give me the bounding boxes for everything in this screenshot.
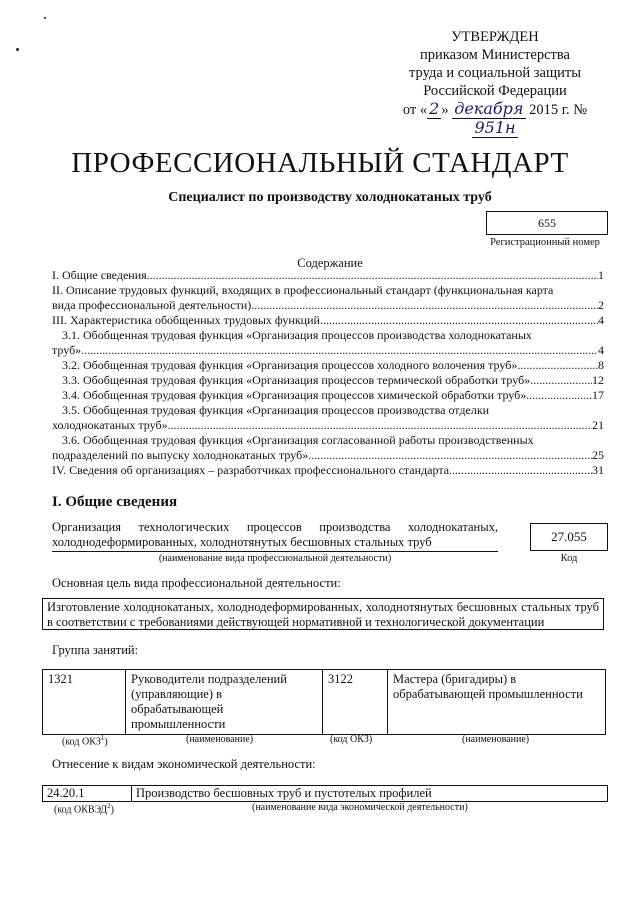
okved-table (42, 785, 608, 802)
okz-name-caption: (наименование) (186, 734, 254, 745)
registration-number-box: 655 (486, 211, 608, 235)
document-title: ПРОФЕССИОНАЛЬНЫЙ СТАНДАРТ (71, 147, 569, 179)
date-mid: » (441, 102, 453, 118)
toc-item-line: 3.6. Обобщенная трудовая функция «Организация согласованной работы производственных (62, 433, 534, 447)
toc-item[interactable]: 3.2. Обобщенная трудовая функция «Организация процессов холодного волочения труб» ..... 8 (52, 358, 604, 373)
scan-speck (44, 17, 46, 19)
goal-label: Основная цель вида профессиональной деятельности: (52, 576, 341, 590)
toc-item[interactable]: I. Общие сведения ..... 1 (52, 268, 604, 283)
handwritten-number: 951н (474, 118, 516, 137)
section-heading: I. Общие сведения (52, 494, 178, 510)
table-row (43, 670, 606, 735)
activity-name: Организация технологических процессов производства холоднокатаных, холоднодеформированных, холоднотянутых бесшовных стальных труб (52, 520, 498, 549)
registration-number-label: Регистрационный номер (490, 237, 600, 248)
activity-name-caption: (наименование вида профессиональной деятельности) (158, 553, 392, 564)
approval-line: УТВЕРЖДЕН (451, 29, 539, 45)
activity-code-caption: Код (560, 553, 578, 564)
occupation-group-label: Группа занятий: (52, 643, 139, 657)
handwritten-month: декабря (454, 99, 524, 118)
okz-code-cell: 3122 (323, 670, 388, 735)
date-year: 2015 г. № (525, 102, 588, 118)
approval-line: приказом Министерства (420, 47, 570, 63)
toc-item[interactable]: III. Характеристика обобщенных трудовых функций ..... 4 (52, 313, 604, 328)
okz-code-caption: (код ОКЗ$^1$) (62, 734, 108, 748)
okz-name-cell: Мастера (бригадиры) в обрабатывающей промышленности (388, 670, 606, 735)
toc-item[interactable]: труб» ..... 4 (52, 343, 604, 358)
table-of-contents (52, 268, 604, 478)
toc-item[interactable]: вида профессиональной деятельности) ..... 2 (52, 298, 604, 313)
toc-item-line: 3.5. Обобщенная трудовая функция «Организация процессов производства отделки (62, 403, 490, 417)
handwritten-day: 2 (429, 99, 440, 118)
okved-code-caption: (код ОКВЭД$^2$) (54, 802, 114, 816)
toc-item[interactable]: IV. Сведения об организациях – разработчиках профессионального стандарта ..... 31 (52, 463, 604, 478)
toc-item[interactable]: подразделений по выпуску холоднокатаных труб» ..... 25 (52, 448, 604, 463)
underline (52, 551, 498, 552)
okved-label: Отнесение к видам экономической деятельности: (52, 757, 316, 771)
okved-name-cell: Производство бесшовных труб и пустотелых профилей (132, 786, 608, 802)
okz-code-cell: 1321 (43, 670, 126, 735)
okz-name-cell: Руководители подразделений (управляющие) в обрабатывающей промышленности (126, 670, 323, 735)
okved-name-caption: (наименование вида экономической деятельности) (252, 802, 468, 813)
toc-item[interactable]: 3.4. Обобщенная трудовая функция «Организация процессов химической обработки труб» ..... 17 (52, 388, 604, 403)
toc-item[interactable]: холоднокатаных труб» ..... 21 (52, 418, 604, 433)
date-prefix: от « (402, 102, 428, 118)
approval-date (380, 100, 610, 138)
occupation-group-table (42, 669, 606, 735)
scan-speck (16, 48, 19, 51)
goal-box: Изготовление холоднокатаных, холоднодеформированных, холоднотянутых бесшовных стальных труб в соответствии с требованиями действующей нормативной и технологической документации (42, 598, 604, 630)
toc-title: Содержание (297, 256, 363, 270)
activity-code-box: 27.055 (530, 523, 608, 551)
toc-item-line: 3.1. Обобщенная трудовая функция «Организация процессов производства холоднокатаных (62, 328, 532, 342)
toc-item[interactable]: 3.3. Обобщенная трудовая функция «Организация процессов термической обработки труб» ..... 12 (52, 373, 604, 388)
approval-line: Российской Федерации (423, 83, 567, 99)
approval-line: труда и социальной защиты (409, 65, 581, 81)
table-row (43, 786, 608, 802)
approval-block (380, 28, 610, 138)
document-subtitle: Специалист по производству холоднокатаных труб (168, 190, 492, 205)
toc-item-line: II. Описание трудовых функций, входящих в профессиональный стандарт (функциональная карта (52, 283, 554, 297)
okz-code-caption: (код ОКЗ) (330, 734, 373, 745)
okz-name-caption: (наименование) (462, 734, 530, 745)
okved-code-cell: 24.20.1 (43, 786, 132, 802)
